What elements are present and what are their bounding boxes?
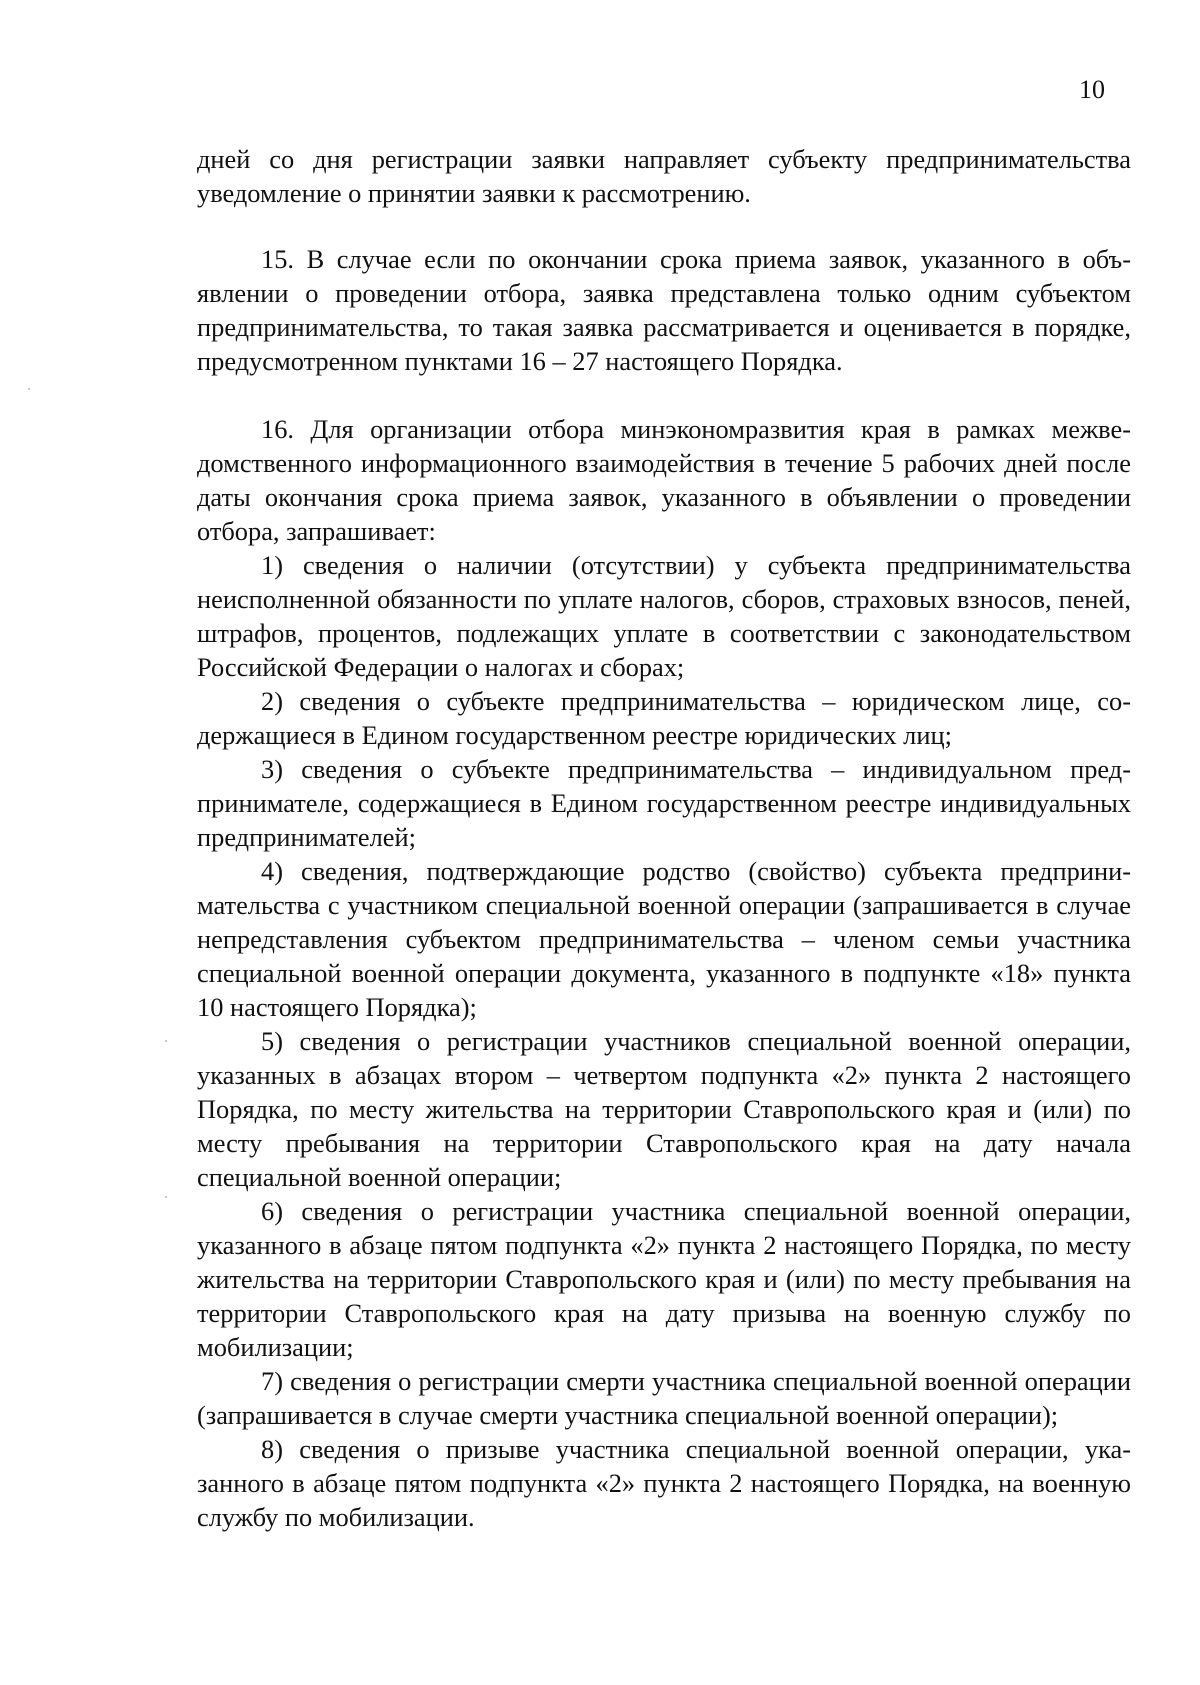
scan-speck [165,1040,167,1042]
subitem-7: 7) сведения о регистрации смерти участника специальной военной операции (запрашивается в случае смерти участника специальной военной операции); [197,1366,1131,1430]
document-body [197,142,1131,1534]
subitem-1: 1) сведения о наличии (отсутствии) у субъекта предпринимательства неисполненной обязанности по уплате налогов, сборов, страховых взносов, пеней, штрафов, процентов, подлежащих уплате в соответствии с законодательством Российской Федерации о налогах и сборах; [197,550,1131,682]
subitem-4: 4) сведения, подтверждающие родство (свойство) субъекта предпринимательства с участником специальной военной операции (запрашивается в случае непредставления субъектом предпринимательства – членом семьи участника специальной военной операции документа, указанного в подпункте «18» пункта 10 настоящего Порядка); [197,856,1131,1022]
scan-speck [28,388,30,390]
subitem-5: 5) сведения о регистрации участников специальной военной операции, указанных в абзацах втором – четвертом подпункта «2» пункта 2 настоящего Порядка, по месту жительства на территории Ставропольского края и (или) по месту пребывания на территории Ставропольского края на дату начала специальной военной операции; [197,1026,1131,1192]
subitem-6: 6) сведения о регистрации участника специальной военной операции, указанного в абзаце пятом подпункта «2» пункта 2 настоящего Порядка, по месту жительства на территории Ставропольского края и (или) по месту пребывания на территории Ставропольского края на дату призыва на военную службу по мобилизации; [197,1196,1131,1362]
subitem-3: 3) сведения о субъекте предпринимательства – индивидуальном предпринимателе, содержащиеся в Едином государственном реестре индивидуальных предпринимателей; [197,754,1131,852]
subitem-2: 2) сведения о субъекте предпринимательства – юридическом лице, содержащиеся в Едином государственном реестре юридических лиц; [197,686,1131,750]
paragraph-16: 16. Для организации отбора минэкономразвития края в рамках межведомственного информационного взаимодействия в течение 5 рабочих дней после даты окончания срока приема заявок, указанного в объявлении о проведении отбора, запрашивает: [197,414,1131,546]
subitem-8: 8) сведения о призыве участника специальной военной операции, указанного в абзаце пятом подпункта «2» пункта 2 настоящего Порядка, на военную службу по мобилизации. [197,1434,1131,1532]
page-number: 10 [1079,75,1105,104]
paragraph-15: 15. В случае если по окончании срока приема заявок, указанного в объявлении о проведении отбора, заявка представлена только одним субъектом предпринимательства, то такая заявка рассматривается и оценивается в порядке, предусмотренном пунктами 16 – 27 настоящего Порядка. [197,244,1131,376]
paragraph-continuation: дней со дня регистрации заявки направляет субъекту предпринимательства уведомление о принятии заявки к рассмотрению. [197,144,1131,208]
scan-speck [165,1196,167,1198]
